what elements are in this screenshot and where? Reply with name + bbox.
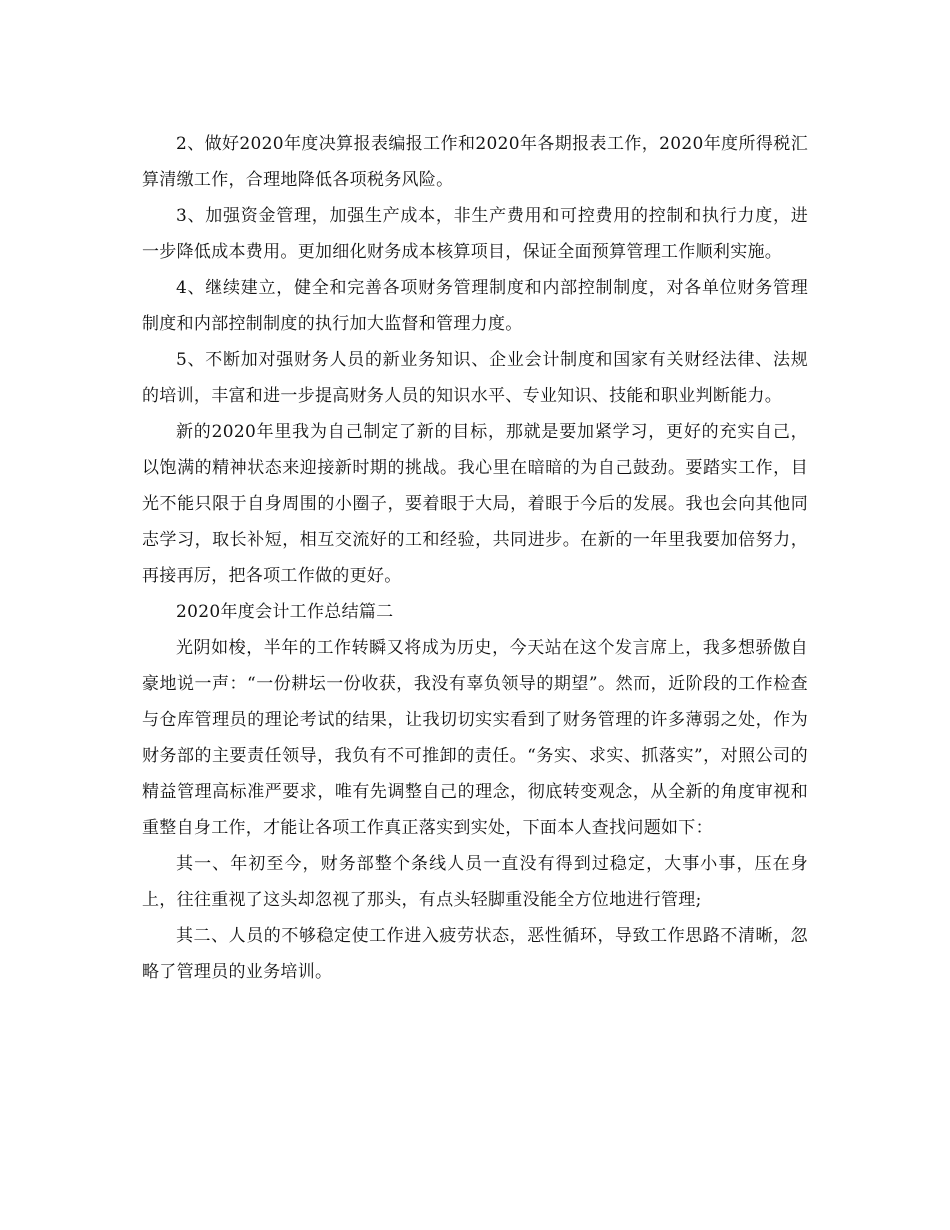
paragraph-new-year-goals: 新的2020年里我为自己制定了新的目标，那就是要加紧学习，更好的充实自己，以饱满的精神状态来迎接新时期的挑战。我心里在暗暗的为自己鼓劲。要踏实工作，目光不能只限于自身周围的小圈子，要着眼于大局，着眼于今后的发展。我也会向其他同志学习，取长补短，相互交流好的工和经验，共同进步。在新的一年里我要加倍努力，再接再厉，把各项工作做的更好。 — [142, 422, 808, 586]
section-heading: 2020年度会计工作总结篇二 — [176, 602, 394, 622]
paragraph-intro: 光阴如梭，半年的工作转瞬又将成为历史，今天站在这个发言席上，我多想骄傲自豪地说一声：“一份耕坛一份收获，我没有辜负领导的期望”。然而，近阶段的工作检查与仓库管理员的理论考试的结果，让我切切实实看到了财务管理的许多薄弱之处，作为财务部的主要责任领导，我负有不可推卸的责任。“务实、求实、抓落实”，对照公司的精益管理高标准严要求，唯有先调整自己的理念，彻底转变观念，从全新的角度审视和重整自身工作，才能让各项工作真正落实到实处，下面本人查找问题如下： — [142, 638, 808, 838]
paragraph-item-4: 4、继续建立，健全和完善各项财务管理制度和内部控制制度，对各单位财务管理制度和内部控制制度的执行加大监督和管理力度。 — [142, 278, 808, 334]
document-body — [142, 126, 808, 990]
paragraph-problem-1: 其一、年初至今，财务部整个条线人员一直没有得到过稳定，大事小事，压在身上，往往重视了这头却忽视了那头，有点头轻脚重没能全方位地进行管理; — [142, 854, 808, 910]
paragraph-item-2: 2、做好2020年度决算报表编报工作和2020年各期报表工作，2020年度所得税汇算清缴工作，合理地降低各项税务风险。 — [142, 134, 808, 190]
paragraph-problem-2: 其二、人员的不够稳定使工作进入疲劳状态，恶性循环，导致工作思路不清晰，忽略了管理员的业务培训。 — [142, 926, 808, 982]
paragraph-item-3: 3、加强资金管理，加强生产成本，非生产费用和可控费用的控制和执行力度，进一步降低成本费用。更加细化财务成本核算项目，保证全面预算管理工作顺利实施。 — [142, 206, 808, 262]
paragraph-item-5: 5、不断加对强财务人员的新业务知识、企业会计制度和国家有关财经法律、法规的培训，丰富和进一步提高财务人员的知识水平、专业知识、技能和职业判断能力。 — [142, 350, 808, 406]
